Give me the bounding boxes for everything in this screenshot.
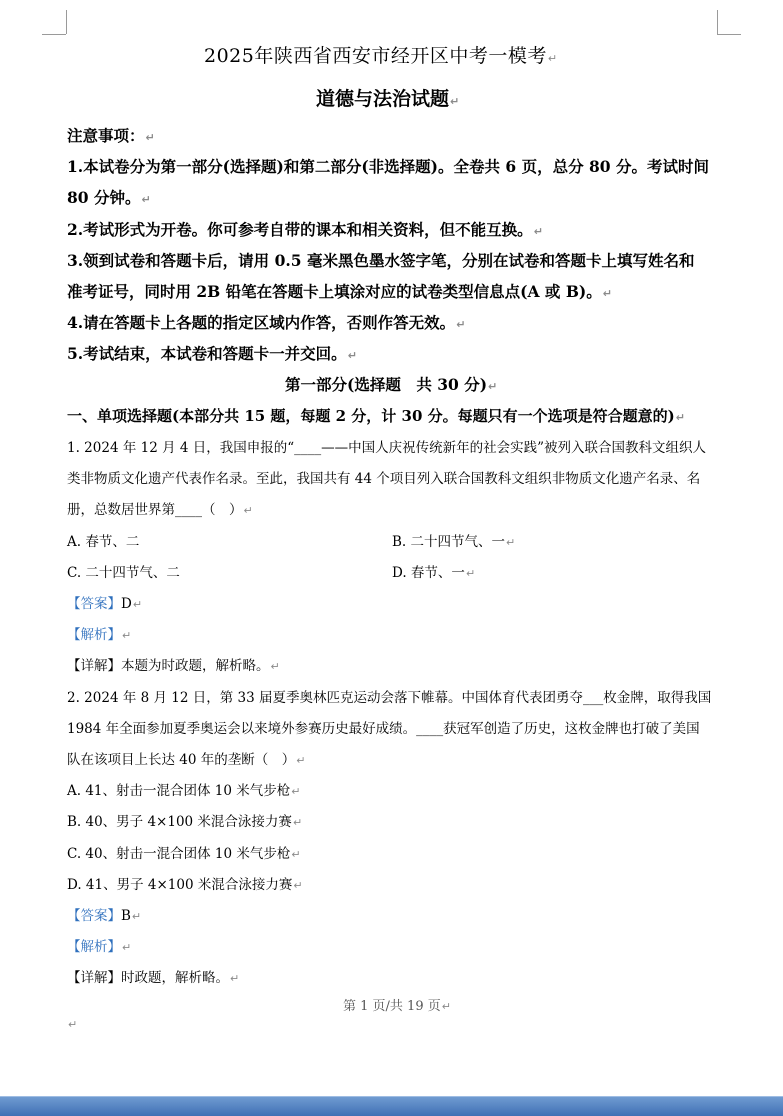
document-subtitle: 道德与法治试题↵ [316,88,460,110]
question-2-option-c: C. 40、射击一混合团体 10 米气步枪↵ [67,846,301,862]
paragraph-mark: ↵ [675,411,685,424]
paragraph-mark: ↵ [296,754,306,767]
paragraph-mark: ↵ [533,225,543,238]
question-1-answer: 【答案】D↵ [67,596,143,612]
paragraph-mark: ↵ [547,52,558,65]
document-title: 2025年陕西省西安市经开区中考一模考↵ [204,45,558,67]
paragraph-mark: ↵ [243,504,253,517]
section-heading: 一、单项选择题(本部分共 15 题，每题 2 分，计 30 分。每题只有一个选项是符合题意的)↵ [67,407,685,425]
part-heading: 第一部分(选择题 共 30 分)↵ [285,375,498,394]
notice-item-1: 1.本试卷分为第一部分(选择题)和第二部分(非选择题)。全卷共 6 页，总分 80 分。考试时间 [67,157,709,176]
question-2-stem: 2. 2024 年 8 月 12 日，第 33 届夏季奥林匹克运动会落下帷幕。中国体育代表团勇夺___枚金牌，取得我国 [67,690,712,706]
question-2-stem-cont: 1984 年全面参加夏季奥运会以来境外参赛历史最好成绩。____获冠军创造了历史，这枚金牌也打破了美国 [67,721,700,737]
question-1-analysis: 【解析】↵ [67,627,132,643]
question-2-option-a: A. 41、射击一混合团体 10 米气步枪↵ [67,783,301,799]
question-1-option-d: D. 春节、一↵ [392,565,476,581]
notice-item-1-cont: 80 分钟。↵ [67,188,151,207]
paragraph-mark: ↵ [293,879,303,892]
paragraph-mark: ↵ [270,660,280,673]
paragraph-mark: ↵ [68,1018,78,1031]
question-1-option-c: C. 二十四节气、二 [67,565,180,581]
paragraph-mark: ↵ [456,318,466,331]
trailing-paragraph [67,1013,77,1035]
question-1-option-b: B. 二十四节气、一↵ [392,534,516,550]
notice-item-3: 3.领到试卷和答题卡后，请用 0.5 毫米黑色墨水签字笔，分别在试卷和答题卡上填写姓名和 [67,251,695,270]
paragraph-mark: ↵ [347,349,357,362]
paragraph-mark: ↵ [465,567,476,580]
paragraph-mark: ↵ [291,848,301,861]
paragraph-mark: ↵ [488,380,498,393]
crop-mark-top-left [66,10,67,34]
question-1-stem: 1. 2024 年 12 月 4 日，我国申报的“____——中国人庆祝传统新年的社会实践”被列入联合国教科文组织人 [67,440,707,456]
paragraph-mark: ↵ [450,95,460,108]
question-2-option-d: D. 41、男子 4×100 米混合泳接力赛↵ [67,877,303,893]
paragraph-mark: ↵ [145,131,155,144]
crop-mark-top-left [42,34,66,35]
taskbar [0,1096,783,1116]
question-1-stem-end: 册，总数居世界第____（ ）↵ [67,502,253,518]
question-2-analysis: 【解析】↵ [67,939,132,955]
question-2-option-b: B. 40、男子 4×100 米混合泳接力赛↵ [67,814,303,830]
question-2-detail: 【详解】时政题，解析略。↵ [67,970,240,986]
question-1-detail: 【详解】本题为时政题，解析略。↵ [67,658,280,674]
paragraph-mark: ↵ [441,1000,451,1013]
paragraph-mark: ↵ [230,972,240,985]
paragraph-mark: ↵ [602,287,612,300]
question-1-option-a: A. 春节、二 [67,534,140,550]
page-footer: 第 1 页/共 19 页↵ [343,999,451,1014]
question-1-stem-cont: 类非物质文化遗产代表作名录。至此，我国共有 44 个项目列入联合国教科文组织非物质文化遗产名录、名 [67,471,701,487]
paragraph-mark: ↵ [131,910,142,923]
paragraph-mark: ↵ [292,816,303,829]
paragraph-mark: ↵ [141,193,151,206]
notice-item-2: 2.考试形式为开卷。你可参考自带的课本和相关资料，但不能互换。↵ [67,220,543,239]
question-2-stem-end: 队在该项目上长达 40 年的垄断（ ）↵ [67,752,306,768]
notice-item-3-cont: 准考证号，同时用 2B 铅笔在答题卡上填涂对应的试卷类型信息点(A 或 B)。↵ [67,282,612,301]
crop-mark-top-right [717,10,718,34]
paragraph-mark: ↵ [122,629,132,642]
paragraph-mark: ↵ [122,941,132,954]
notice-item-4: 4.请在答题卡上各题的指定区域内作答，否则作答无效。↵ [67,313,466,332]
paragraph-mark: ↵ [132,598,143,611]
notice-heading: 注意事项：↵ [67,126,155,145]
question-2-answer: 【答案】B↵ [67,908,142,924]
crop-mark-top-right [717,34,741,35]
paragraph-mark: ↵ [291,785,301,798]
notice-item-5: 5.考试结束，本试卷和答题卡一并交回。↵ [67,344,357,363]
paragraph-mark: ↵ [506,536,516,549]
